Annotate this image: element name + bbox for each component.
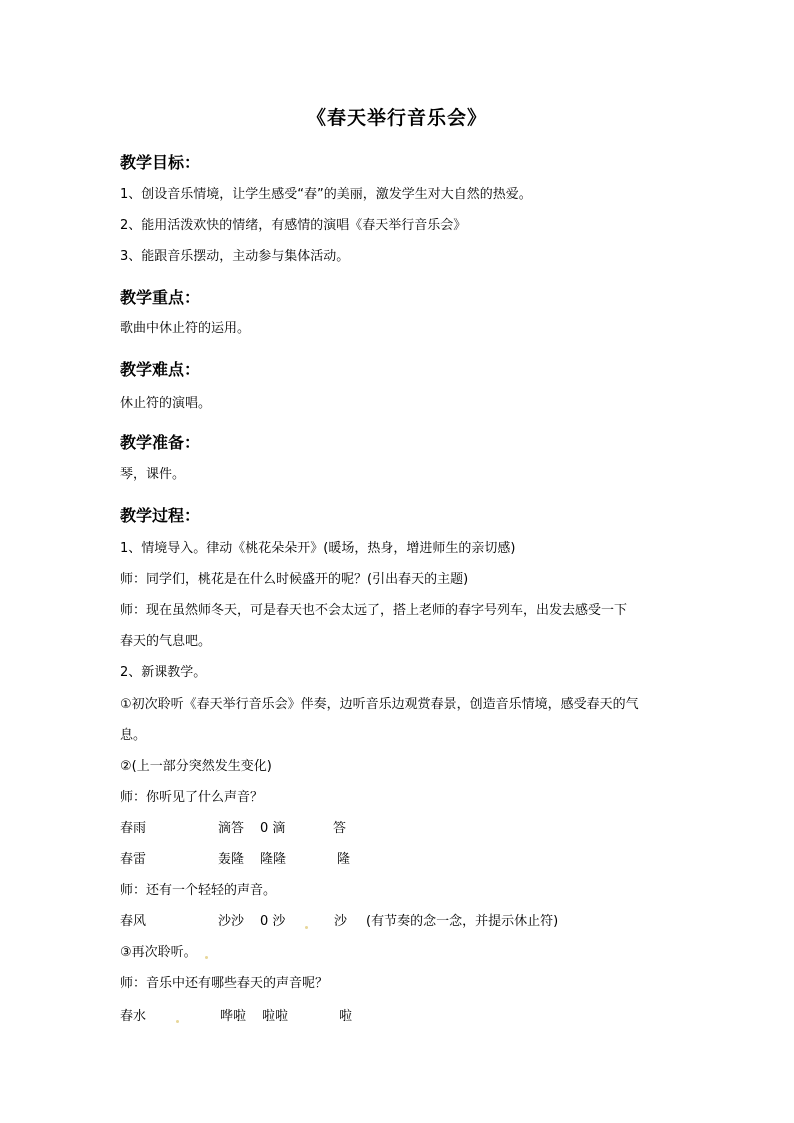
sound-part-c: 啦 [339, 1009, 353, 1024]
key-points-text: 歌曲中休止符的运用。 [120, 321, 251, 336]
objective-item-1: 1、创设音乐情境，让学生感受“春”的美丽，激发学生对大自然的热爱。 [120, 187, 532, 202]
process-line: 息。 [120, 728, 147, 743]
sound-name-spring-thunder: 春雷 [120, 852, 147, 867]
sound-part-a: 哗啦 [220, 1009, 247, 1024]
preparation-heading: 教学准备： [120, 433, 201, 452]
process-line: ②(上一部分突然发生变化) [120, 759, 272, 774]
sound-part-b: 0 滴 [260, 821, 286, 836]
decorative-dot [176, 1020, 179, 1023]
sound-part-b: 隆隆 [260, 852, 287, 867]
objectives-heading: 教学目标： [120, 153, 201, 172]
sound-name-spring-wind: 春风 [120, 914, 147, 929]
key-points-heading: 教学重点： [120, 288, 201, 307]
preparation-text: 琴，课件。 [120, 467, 186, 482]
process-line: ①初次聆听《春天举行音乐会》伴奏，边听音乐边观赏春景，创造音乐情境，感受春天的气 [120, 697, 639, 712]
objective-item-3: 3、能跟音乐摆动，主动参与集体活动。 [120, 249, 350, 264]
difficulties-text: 休止符的演唱。 [120, 396, 212, 411]
difficulties-heading: 教学难点： [120, 360, 201, 379]
process-line: 师：现在虽然师冬天，可是春天也不会太远了，搭上老师的春字号列车，出发去感受一下 [120, 603, 628, 618]
sound-part-a: 沙沙 [218, 914, 245, 929]
process-line-soft-sound: 师：还有一个轻轻的声音。 [120, 883, 277, 898]
sound-part-a: 轰隆 [218, 852, 245, 867]
decorative-dot [205, 956, 208, 959]
process-line: 1、情境导入。律动《桃花朵朵开》(暖场，热身，增进师生的亲切感) [120, 541, 516, 556]
document-title: 《春天举行音乐会》 [306, 107, 487, 129]
process-line: 2、新课教学。 [120, 665, 207, 680]
process-heading: 教学过程： [120, 506, 201, 525]
process-line: 春天的气息吧。 [120, 634, 212, 649]
process-line-listen-again: ③再次聆听。 [120, 945, 197, 960]
process-line-question: 师：音乐中还有哪些春天的声音呢？ [120, 976, 329, 991]
sound-part-c: 隆 [337, 852, 351, 867]
sound-note: (有节奏的念一念，并提示休止符) [366, 914, 559, 929]
objective-item-2: 2、能用活泼欢快的情绪，有感情的演唱《春天举行音乐会》 [120, 218, 467, 233]
sound-part-b: 0 沙 [260, 914, 286, 929]
sound-part-c: 沙 [334, 914, 348, 929]
sound-part-c: 答 [333, 821, 347, 836]
sound-name-spring-water: 春水 [120, 1009, 147, 1024]
decorative-dot [305, 926, 308, 929]
sound-part-b: 啦啦 [262, 1009, 289, 1024]
process-line: 师：同学们，桃花是在什么时候盛开的呢？(引出春天的主题) [120, 572, 469, 587]
sound-name-spring-rain: 春雨 [120, 821, 147, 836]
process-line: 师：你听见了什么声音？ [120, 790, 264, 805]
sound-part-a: 滴答 [218, 821, 245, 836]
